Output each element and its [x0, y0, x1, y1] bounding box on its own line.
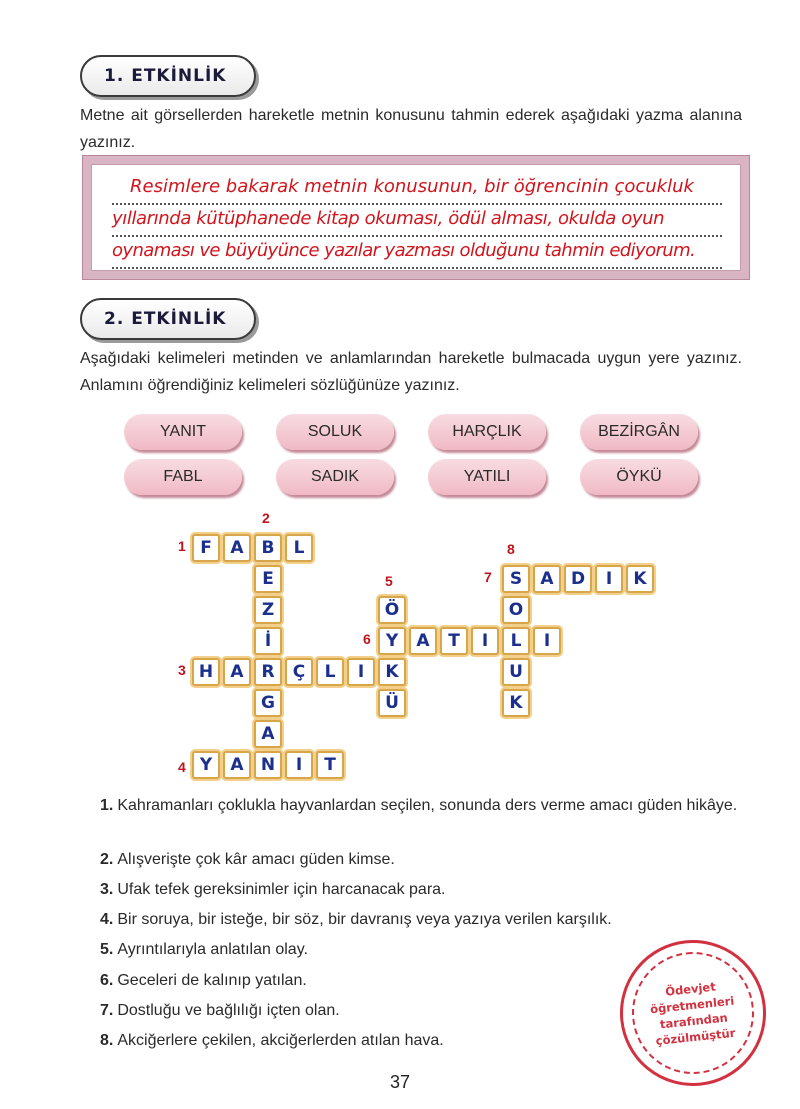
word-pill: HARÇLIK [428, 414, 546, 450]
crossword-cell: I [595, 565, 623, 593]
word-pill: SADIK [276, 459, 394, 495]
crossword-cell: A [409, 627, 437, 655]
crossword-cell: A [223, 751, 251, 779]
crossword-cell: Y [378, 627, 406, 655]
clue-3 [100, 876, 750, 903]
stamp-line: öğretmenleri [649, 993, 735, 1017]
clue-text: Alışverişte çok kâr amacı güden kimse. [117, 851, 395, 868]
page-number: 37 [389, 1072, 411, 1092]
clue-text: Bir soruya, bir isteğe, bir söz, bir davranış veya yazıya verilen karşılık. [117, 911, 612, 928]
crossword-cell: R [254, 658, 282, 686]
clue-number: 8 [507, 541, 515, 557]
crossword-cell: Y [192, 751, 220, 779]
clue-text: Ufak tefek gereksinimler için harcanacak para. [117, 881, 446, 898]
clue-text: Akciğerlere çekilen, akciğerlerden atılan hava. [117, 1032, 444, 1049]
clue-2 [100, 846, 750, 873]
crossword-cell: A [533, 565, 561, 593]
crossword-cell: K [378, 658, 406, 686]
clue-text: Geceleri de kalınıp yatılan. [117, 972, 307, 989]
clue-number: 2 [262, 510, 270, 526]
crossword-cell: L [285, 534, 313, 562]
crossword-cell: T [316, 751, 344, 779]
word-pill: YATILI [428, 459, 546, 495]
clue-text: Kahramanları çoklukla hayvanlardan seçilen, sonunda ders verme amacı güden hikâye. [117, 797, 738, 814]
clue-number: 3 [178, 662, 186, 678]
crossword-cell: S [502, 565, 530, 593]
crossword-cell: B [254, 534, 282, 562]
clue-number-label: 3. [100, 881, 114, 898]
crossword-cell: I [285, 751, 313, 779]
clue-number-label: 8. [100, 1032, 114, 1049]
activity-2-instruction: Aşağıdaki kelimeleri metinden ve anlamlarından hareketle bulmacada uygun yere yazınız. Anlamını öğrendiğiniz kelimeleri sözlüğünüze yazınız. [80, 350, 742, 394]
activity-2-badge [80, 298, 256, 340]
crossword-cell: Ö [378, 596, 406, 624]
clue-text: Ayrıntılarıyla anlatılan olay. [117, 941, 308, 958]
clue-4 [100, 906, 750, 933]
crossword-cell: Ç [285, 658, 313, 686]
word-pill: ÖYKÜ [580, 459, 698, 495]
crossword-cell: I [347, 658, 375, 686]
activity-1-badge [80, 55, 256, 97]
crossword-cell: D [564, 565, 592, 593]
crossword-cell: L [316, 658, 344, 686]
clue-number: 7 [484, 569, 492, 585]
activity-2-title: 2. ETKİNLİK [104, 309, 227, 329]
crossword-cell: İ [254, 627, 282, 655]
crossword-cell: A [223, 534, 251, 562]
clue-number: 5 [385, 573, 393, 589]
clue-number-label: 5. [100, 941, 114, 958]
crossword-cell: A [223, 658, 251, 686]
clue-number-label: 1. [100, 797, 114, 814]
crossword-cell: K [626, 565, 654, 593]
crossword-cell: Z [254, 596, 282, 624]
word-pill: FABL [124, 459, 242, 495]
activity-1-title: 1. ETKİNLİK [104, 66, 227, 86]
clue-number: 4 [178, 759, 186, 775]
crossword-cell: Ü [378, 689, 406, 717]
answer-line: oynaması ve büyüyünce yazılar yazması olduğunu tahmin ediyorum. [112, 237, 722, 269]
crossword-cell: I [471, 627, 499, 655]
answer-line: yıllarında kütüphanede kitap okuması, ödül alması, okulda oyun [112, 205, 722, 237]
word-pill: SOLUK [276, 414, 394, 450]
crossword-cell: I [533, 627, 561, 655]
crossword-cell: U [502, 658, 530, 686]
stamp-line: çözülmüştür [655, 1025, 736, 1049]
crossword-cell: G [254, 689, 282, 717]
clue-number: 6 [363, 631, 371, 647]
crossword-cell: A [254, 720, 282, 748]
crossword-cell: L [502, 627, 530, 655]
crossword-cell: T [440, 627, 468, 655]
clue-number-label: 7. [100, 1002, 114, 1019]
crossword-cell: O [502, 596, 530, 624]
crossword-cell: E [254, 565, 282, 593]
clue-1 [80, 792, 742, 819]
clue-number: 1 [178, 538, 186, 554]
word-pill: BEZİRGÂN [580, 414, 698, 450]
crossword-cell: N [254, 751, 282, 779]
crossword-cell: F [192, 534, 220, 562]
stamp-line: Ödevjet [664, 979, 717, 999]
word-pill: YANIT [124, 414, 242, 450]
clue-number-label: 2. [100, 851, 114, 868]
answer-box [82, 155, 750, 280]
stamp-ring [626, 946, 760, 1080]
clue-number-label: 4. [100, 911, 114, 928]
stamp-line: tarafından [659, 1010, 729, 1032]
answer-line: Resimlere bakarak metnin konusunun, bir öğrencinin çocukluk [112, 173, 722, 205]
crossword-cell: H [192, 658, 220, 686]
clue-text: Dostluğu ve bağlılığı içten olan. [117, 1002, 340, 1019]
activity-1-instruction: Metne ait görsellerden hareketle metnin konusunu tahmin ederek aşağıdaki yazma alanına yazınız. [80, 107, 742, 151]
clue-number-label: 6. [100, 972, 114, 989]
answer-area [91, 164, 741, 271]
crossword-cell: K [502, 689, 530, 717]
